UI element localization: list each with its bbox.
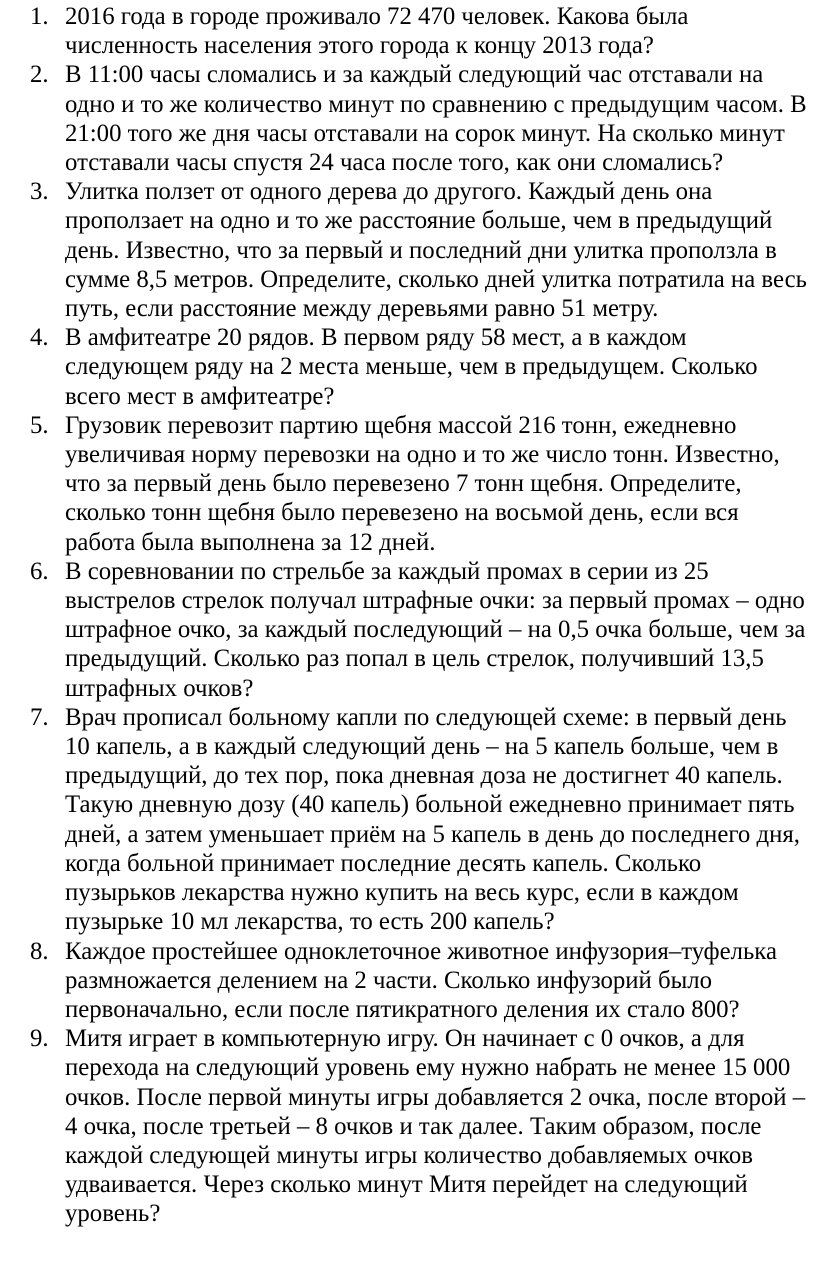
- problem-item-8: [4, 937, 812, 1025]
- problem-text: В амфитеатре 20 рядов. В первом ряду 58 мест, а в каждом следующем ряду на 2 места меньше, чем в предыдущем. Сколько всего мест в амфитеатре?: [65, 324, 758, 410]
- problem-text: Улитка ползет от одного дерева до другого. Каждый день она проползает на одно и то же расстояние больше, чем в предыдущий день. Известно, что за первый и последний дни улитка проползла в сумме 8,5 метров. Определите, сколько дней улитка потратила на весь путь, если расстояние между деревьями равно 51 метру.: [65, 178, 807, 323]
- problem-text: Митя играет в компьютерную игру. Он начинает с 0 очков, а для перехода на следующий уровень ему нужно набрать не менее 15 000 очков. После первой минуты игры добавляется 2 очка, после второй – 4 очка, после третьей – 8 очков и так далее. Таким образом, после каждой следующей минуты игры количество добавляемых очков удваивается. Через сколько минут Митя перейдет на следующий уровень?: [65, 1025, 806, 1228]
- problem-number: 7.: [30, 703, 49, 731]
- problem-item-5: [4, 411, 812, 557]
- problem-item-9: [4, 1024, 812, 1228]
- problem-text: В соревновании по стрельбе за каждый промах в серии из 25 выстрелов стрелок получал штрафные очки: за первый промах – одно штрафное очко, за каждый последующий – на 0,5 очка больше, чем за предыдущий. Сколько раз попал в цель стрелок, получивший 13,5 штрафных очков?: [65, 557, 806, 702]
- problem-number: 4.: [30, 324, 49, 352]
- problem-item-3: [4, 177, 812, 323]
- problem-text: Грузовик перевозит партию щебня массой 216 тонн, ежедневно увеличивая норму перевозки на одно и то же число тонн. Известно, что за первый день было перевезено 7 тонн щебня. Определите, сколько тонн щебня было перевезено на восьмой день, если вся работа была выполнена за 12 дней.: [65, 411, 780, 556]
- problem-number: 5.: [30, 411, 49, 439]
- problem-item-6: [4, 557, 812, 703]
- problem-item-2: [4, 60, 812, 177]
- problem-number: 8.: [30, 937, 49, 965]
- problem-item-1: [4, 2, 812, 60]
- problem-text: Каждое простейшее одноклеточное животное инфузория–туфелька размножается делением на 2 части. Сколько инфузорий было первоначально, если после пятикратного деления их стало 800?: [65, 937, 777, 1023]
- problem-text: В 11:00 часы сломались и за каждый следующий час отставали на одно и то же количество минут по сравнению с предыдущим часом. В 21:00 того же дня часы отставали на сорок минут. На сколько минут отставали часы спустя 24 часа после того, как они сломались?: [65, 61, 807, 177]
- problem-number: 6.: [30, 557, 49, 585]
- problem-number: 9.: [30, 1025, 49, 1053]
- problem-number: 1.: [30, 3, 49, 30]
- problem-number: 3.: [30, 178, 49, 206]
- problem-text: Врач прописал больному капли по следующей схеме: в первый день 10 капель, а в каждый следующий день – на 5 капель больше, чем в предыдущий, до тех пор, пока дневная доза не достигнет 40 капель. Такую дневную дозу (40 капель) больной ежедневно принимает пять дней, а затем уменьшает приём на 5 капель в день до последнего дня, когда больной принимает последние десять капель. Сколько пузырьков лекарства нужно купить на весь курс, если в каждом пузырьке 10 мл лекарства, то есть 200 капель?: [65, 703, 800, 936]
- problem-text: 2016 года в городе проживало 72 470 человек. Какова была численность населения этого города к концу 2013 года?: [65, 3, 689, 60]
- problem-list: [4, 2, 812, 1229]
- problem-number: 2.: [30, 61, 49, 89]
- problem-item-4: [4, 323, 812, 411]
- problem-item-7: [4, 703, 812, 937]
